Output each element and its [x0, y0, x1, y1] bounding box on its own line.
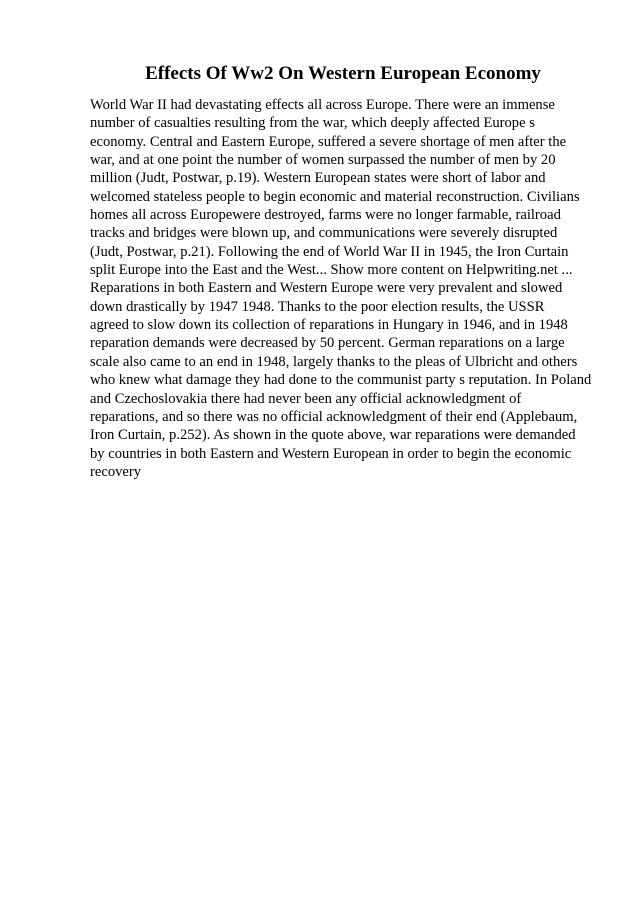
body-line: agreed to slow down its collection of reparations in Hungary in 1946, and in 1948: [90, 317, 568, 334]
body-line: Iron Curtain, p.252). As shown in the quote above, war reparations were demanded: [90, 427, 576, 444]
body-line: who knew what damage they had done to the communist party s reputation. In Poland: [90, 372, 592, 389]
body-line: Reparations in both Eastern and Western Europe were very prevalent and slowed: [90, 280, 563, 297]
body-line: economy. Central and Eastern Europe, suffered a severe shortage of men after the: [90, 133, 567, 150]
body-line: and Czechoslovakia there had never been any official acknowledgment of: [90, 390, 522, 407]
body-line: number of casualties resulting from the war, which deeply affected Europe s: [90, 115, 535, 132]
body-line: tracks and bridges were blown up, and communications were severely disrupted: [90, 225, 558, 242]
body-line: war, and at one point the number of women surpassed the number of men by 20: [90, 152, 556, 169]
body-line: welcomed stateless people to begin economic and material reconstruction. Civilians: [90, 188, 580, 205]
body-line: (Judt, Postwar, p.21). Following the end of World War II in 1945, the Iron Curtain: [90, 243, 569, 260]
body-line: million (Judt, Postwar, p.19). Western European states were short of labor and: [90, 170, 546, 187]
body-line: scale also came to an end in 1948, largely thanks to the pleas of Ulbricht and others: [90, 353, 578, 370]
body-line: by countries in both Eastern and Western European in order to begin the economic: [90, 445, 572, 462]
document-title: Effects Of Ww2 On Western European Economy: [145, 63, 541, 84]
body-line: reparations, and so there was no official acknowledgment of their end (Applebaum,: [90, 408, 578, 425]
document-body: [90, 96, 600, 481]
body-line: recovery: [90, 463, 142, 480]
body-line: World War II had devastating effects all across Europe. There were an immense: [90, 97, 555, 113]
body-line: down drastically by 1947 1948. Thanks to the poor election results, the USSR: [90, 298, 545, 315]
body-line: reparation demands were decreased by 50 percent. German reparations on a large: [90, 335, 565, 352]
body-line: split Europe into the East and the West... Show more content on Helpwriting.net ...: [90, 262, 573, 279]
body-line: homes all across Europewere destroyed, farms were no longer farmable, railroad: [90, 207, 561, 224]
